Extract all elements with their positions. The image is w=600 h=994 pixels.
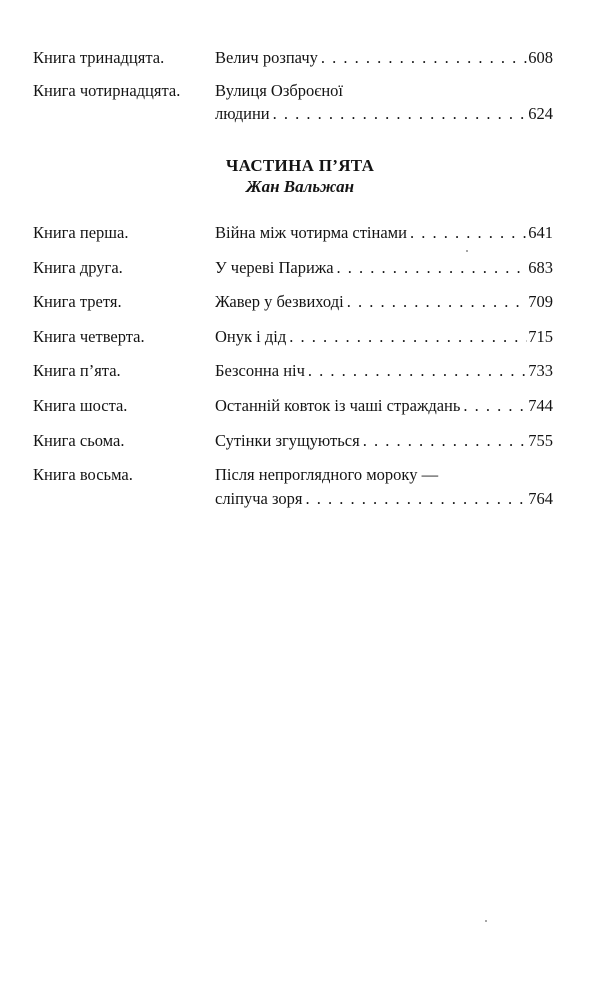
toc-chapter bbox=[215, 360, 553, 395]
toc-page-number: 755 bbox=[528, 430, 553, 450]
dot-leader bbox=[321, 47, 527, 68]
toc-line bbox=[215, 291, 553, 312]
toc-book-label: Книга шоста. bbox=[33, 395, 128, 415]
toc-line bbox=[215, 47, 553, 68]
toc-book-label: Книга п’ята. bbox=[33, 361, 121, 381]
toc-entry-book-5 bbox=[33, 360, 553, 395]
toc-entry-book-8 bbox=[33, 464, 553, 509]
print-speck bbox=[466, 250, 468, 252]
toc-title: Велич розпачу bbox=[215, 48, 318, 67]
toc-line bbox=[215, 326, 553, 347]
toc-page-number: 683 bbox=[528, 257, 553, 277]
toc-page-number: 624 bbox=[528, 104, 553, 123]
dot-leader bbox=[410, 222, 527, 243]
dot-leader bbox=[347, 291, 528, 312]
part-title: ЧАСТИНА П’ЯТА bbox=[225, 156, 375, 175]
toc-page-number: 715 bbox=[528, 326, 553, 346]
toc-page-number: 608 bbox=[528, 48, 553, 67]
dot-leader bbox=[363, 430, 528, 451]
toc-title-continued: сліпуча зоря bbox=[215, 489, 303, 509]
dot-leader bbox=[308, 360, 527, 381]
toc-entry-book-1 bbox=[33, 222, 553, 257]
toc-entry-book-4 bbox=[33, 326, 553, 361]
toc-line bbox=[215, 103, 553, 124]
toc-line bbox=[215, 395, 553, 416]
toc-line bbox=[215, 488, 553, 509]
toc-book-label: Книга третя. bbox=[33, 292, 122, 312]
toc-entry-book-3 bbox=[33, 291, 553, 326]
toc-chapter bbox=[215, 326, 553, 361]
toc-page-number: 709 bbox=[528, 292, 553, 312]
part-subtitle: Жан Вальжан bbox=[245, 177, 355, 196]
dot-leader bbox=[305, 488, 527, 509]
toc-page-number: 641 bbox=[528, 223, 553, 242]
toc-line bbox=[215, 430, 553, 451]
toc-book-label: Книга перша. bbox=[33, 223, 129, 242]
toc-title: Сутінки згущуються bbox=[215, 430, 360, 450]
toc-title: Безсонна ніч bbox=[215, 361, 305, 381]
toc-entry-book-7 bbox=[33, 430, 553, 465]
toc-line bbox=[215, 464, 553, 485]
toc-page-number: 733 bbox=[528, 361, 553, 381]
toc-line bbox=[215, 222, 553, 243]
toc-chapter bbox=[215, 80, 553, 124]
toc-book-label: Книга друга. bbox=[33, 257, 123, 277]
toc-title: Війна між чотирма стінами bbox=[215, 223, 407, 242]
toc-title: Жавер у безвиході bbox=[215, 292, 344, 312]
print-speck bbox=[485, 920, 487, 922]
toc-book-label: Книга чотирнадцята. bbox=[33, 81, 181, 100]
toc-entry-book-14 bbox=[33, 80, 553, 124]
toc-title: Вулиця Озброєної bbox=[215, 81, 343, 100]
toc-chapter bbox=[215, 257, 553, 292]
toc-title: У череві Парижа bbox=[215, 257, 334, 277]
toc-chapter bbox=[215, 395, 553, 430]
toc-page-number: 744 bbox=[528, 395, 553, 415]
toc-title: Останній ковток із чаші страждань bbox=[215, 395, 461, 415]
toc-entry-book-2 bbox=[33, 257, 553, 292]
toc-entry-book-6 bbox=[33, 395, 553, 430]
toc-line bbox=[215, 257, 553, 278]
toc-entry-book-13 bbox=[33, 47, 553, 68]
toc-chapter bbox=[215, 291, 553, 326]
toc-title: Після непроглядного мороку — bbox=[215, 465, 439, 485]
toc-chapter bbox=[215, 430, 553, 465]
toc-chapter bbox=[215, 47, 553, 68]
toc-book-label: Книга восьма. bbox=[33, 465, 133, 485]
toc-chapter bbox=[215, 222, 553, 257]
toc-line bbox=[215, 80, 553, 101]
toc-chapter bbox=[215, 464, 553, 509]
toc-section-part-four-end bbox=[33, 47, 553, 124]
toc-book-label: Книга четверта. bbox=[33, 326, 145, 346]
dot-leader bbox=[463, 395, 527, 416]
toc-book-label: Книга сьома. bbox=[33, 430, 125, 450]
dot-leader bbox=[289, 326, 527, 347]
dot-leader bbox=[273, 103, 528, 124]
toc-line bbox=[215, 360, 553, 381]
toc-page-number: 764 bbox=[528, 489, 553, 509]
dot-leader bbox=[337, 257, 528, 278]
toc-title: Онук і дід bbox=[215, 326, 287, 346]
toc-title-continued: людини bbox=[215, 104, 270, 123]
toc-section-part-five bbox=[33, 222, 553, 509]
toc-book-label: Книга тринадцята. bbox=[33, 48, 165, 67]
